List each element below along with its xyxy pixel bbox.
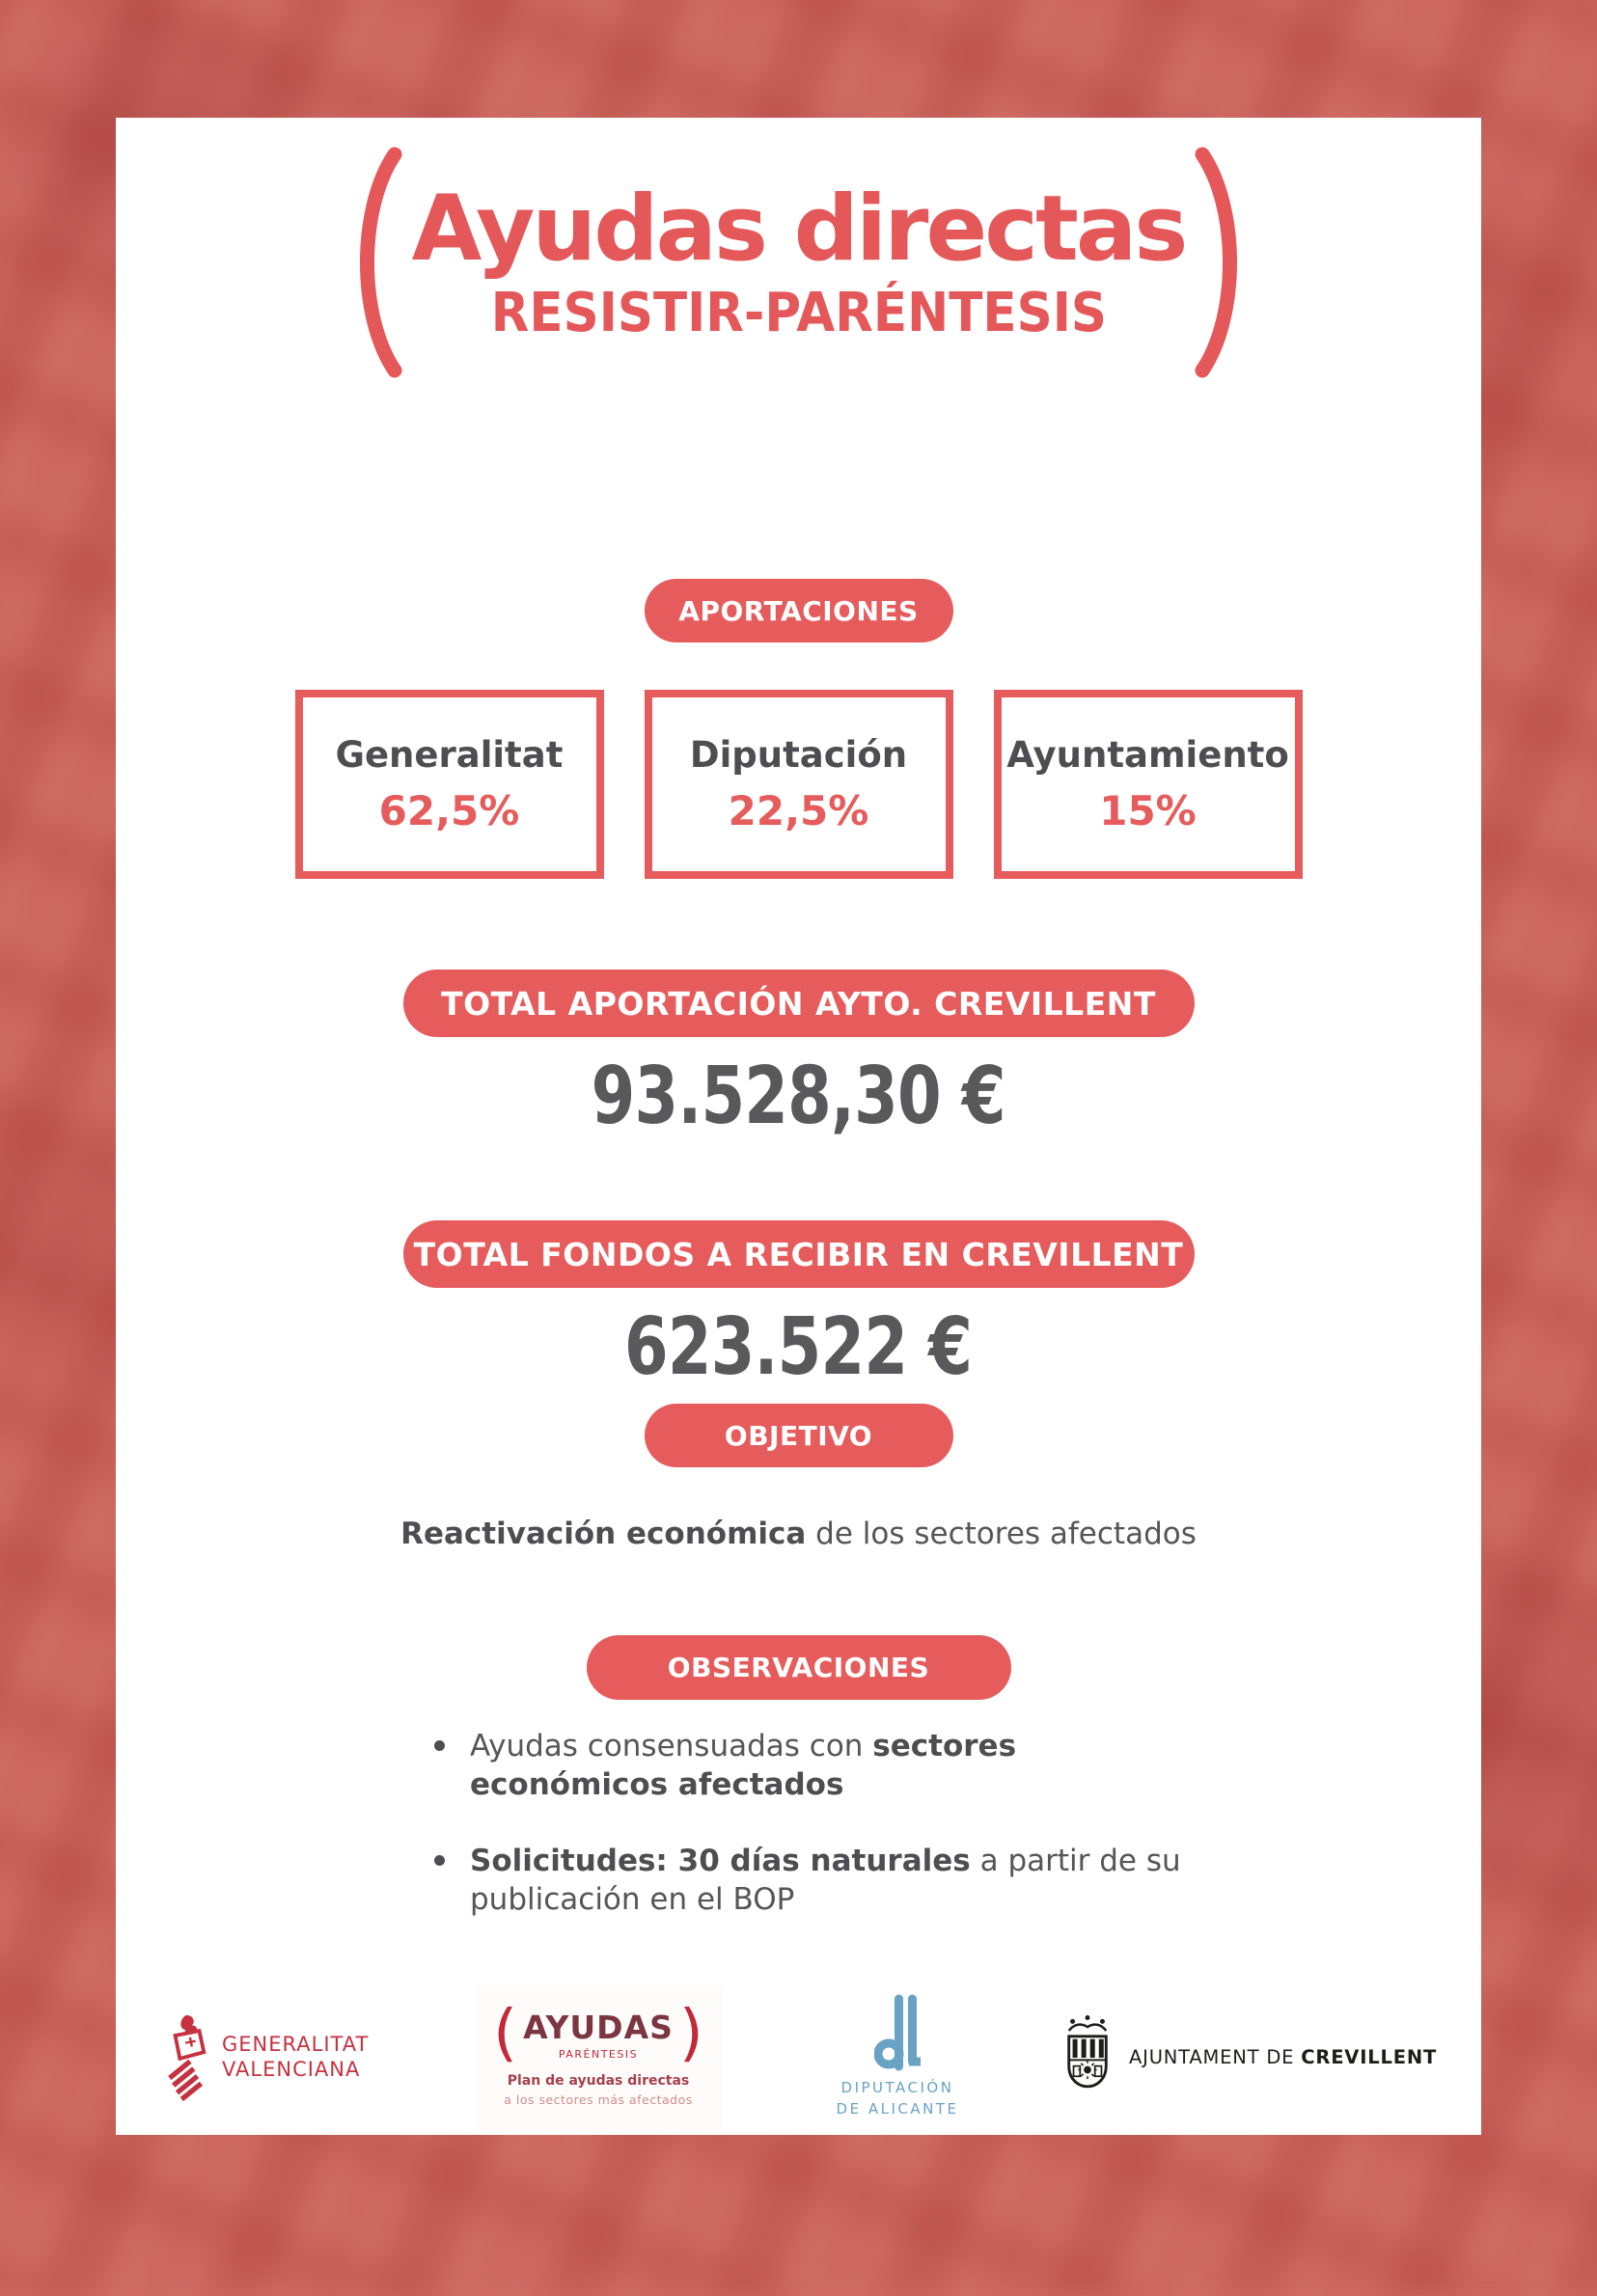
title-lines (411, 177, 1186, 344)
poster-title (116, 137, 1481, 388)
ayudas-wordmark (493, 1997, 703, 2069)
bullet-text-bold: sectores (872, 1729, 1017, 1763)
close-paren-decoration (1191, 145, 1254, 380)
title-line-2: RESISTIR-PARÉNTESIS (490, 282, 1107, 344)
amount-value: 623.522 € (624, 1301, 973, 1393)
generalitat-line2: VALENCIANA (222, 2058, 361, 2081)
footer-logos (116, 1984, 1481, 2129)
crevillent-shield-icon (1061, 2013, 1114, 2100)
observaciones-badge: OBSERVACIONES (587, 1635, 1011, 1700)
observaciones-list (434, 1727, 1206, 1955)
total-aportacion-badge: TOTAL APORTACIÓN AYTO. CREVILLENT (403, 970, 1195, 1037)
ajuntament-wordmark (1129, 2046, 1437, 2068)
ajuntament-prefix: AJUNTAMENT DE (1129, 2045, 1295, 2068)
diputacion-alicante-logo (806, 1984, 989, 2129)
aportaciones-badge: APORTACIONES (645, 579, 953, 642)
contribution-name: Diputación (689, 734, 908, 776)
open-paren-decoration (343, 145, 406, 380)
contribution-share: 22,5% (728, 787, 869, 834)
open-paren-icon: ( (493, 1997, 518, 2069)
total-fondos-section (116, 1220, 1481, 1288)
diputacion-monogram-icon (874, 1994, 921, 2071)
list-item-text (470, 1842, 1181, 1920)
objetivo-section (116, 1404, 1481, 1467)
objetivo-highlight: Reactivación económica (400, 1517, 807, 1551)
ajuntament-crevillent-logo (1061, 1984, 1437, 2129)
generalitat-emblem-icon (166, 2011, 210, 2102)
title-line-1: Ayudas directas (411, 177, 1186, 282)
list-item-text (470, 1727, 1016, 1805)
total-aportacion-section (116, 970, 1481, 1037)
objetivo-text (116, 1517, 1481, 1551)
contribution-box-generalitat (295, 690, 604, 879)
bullet-text-bold: Solicitudes: 30 días naturales (470, 1843, 971, 1878)
contribution-name: Ayuntamiento (1006, 734, 1289, 776)
ayudas-wordmark-center (523, 2009, 674, 2061)
bullet-text-normal: Ayudas consensuadas con (470, 1729, 873, 1763)
ayudas-parentesis-logo (475, 1984, 722, 2129)
list-item (434, 1727, 1206, 1805)
total-fondos-amount (116, 1301, 1481, 1393)
contribution-share: 62,5% (378, 787, 520, 834)
observaciones-section (116, 1635, 1481, 1700)
ayudas-name: AYUDAS (523, 2008, 674, 2046)
objetivo-rest: de los sectores afectados (806, 1517, 1197, 1551)
diputacion-line2: DE ALICANTE (836, 2100, 959, 2118)
contribution-share: 15% (1099, 787, 1197, 834)
contribution-name: Generalitat (335, 734, 564, 776)
diputacion-line1: DIPUTACIÓN (840, 2078, 954, 2096)
ajuntament-name: CREVILLENT (1301, 2045, 1438, 2068)
ayudas-subname: PARÉNTESIS (558, 2047, 639, 2061)
generalitat-wordmark (222, 2032, 369, 2083)
total-aportacion-amount (116, 1053, 1481, 1140)
list-item (434, 1842, 1206, 1920)
aportaciones-section (116, 579, 1481, 642)
close-paren-icon: ) (678, 1997, 703, 2069)
contribution-boxes (116, 690, 1481, 879)
generalitat-valenciana-logo (166, 1984, 369, 2129)
bullet-text-normal: a partir de su (970, 1843, 1181, 1878)
plan-tagline-light: a los sectores más afectados (504, 2092, 693, 2108)
diputacion-wordmark (837, 2077, 959, 2120)
total-fondos-badge: TOTAL FONDOS A RECIBIR EN CREVILLENT (403, 1220, 1195, 1288)
contribution-box-diputacion (645, 690, 953, 879)
poster-card (116, 118, 1481, 2135)
bullet-icon (434, 1855, 445, 1866)
bullet-icon (434, 1740, 445, 1751)
objetivo-badge: OBJETIVO (645, 1404, 953, 1467)
contribution-box-ayuntamiento (994, 690, 1303, 879)
bullet-text-bold: económicos afectados (470, 1767, 844, 1803)
amount-value: 93.528,30 € (591, 1051, 1006, 1142)
plan-tagline-bold: Plan de ayudas directas (507, 2073, 690, 2090)
generalitat-line1: GENERALITAT (222, 2032, 370, 2056)
bullet-text-normal: publicación en el BOP (470, 1881, 795, 1917)
